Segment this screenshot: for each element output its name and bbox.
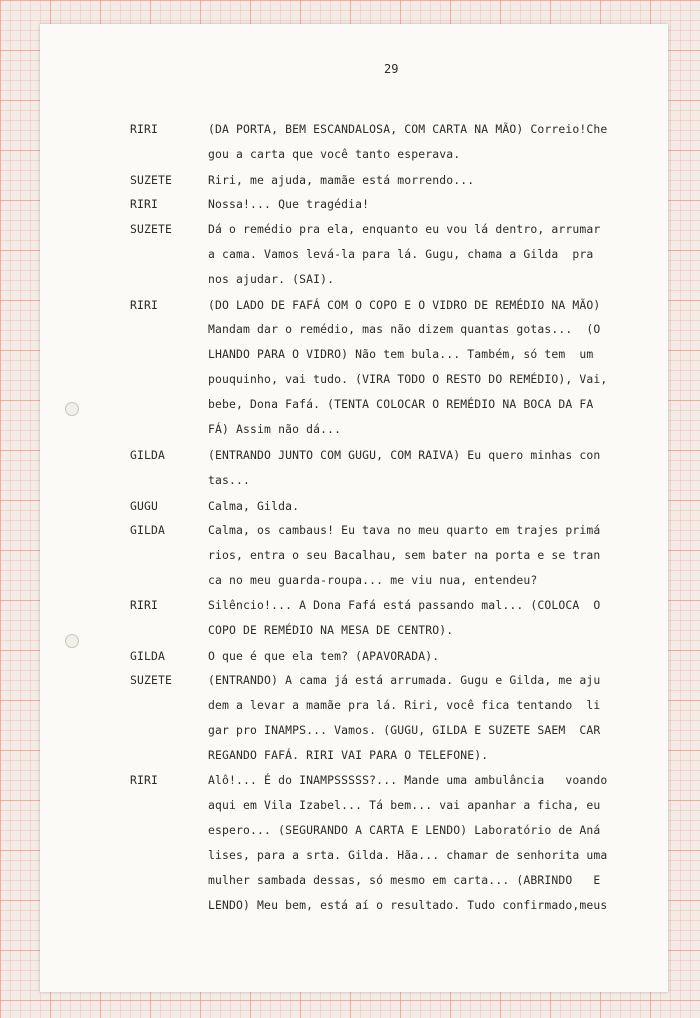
dialogue-line: Calma, Gilda. [208, 499, 300, 513]
dialogue-line: bebe, Dona Fafá. (TENTA COLOCAR O REMÉDIO NA BOCA DA FA [208, 397, 594, 411]
dialogue-line: LHANDO PARA O VIDRO) Não tem bula... Também, só tem um [208, 347, 594, 361]
dialogue-line: espero... (SEGURANDO A CARTA E LENDO) Laboratório de Aná [208, 823, 601, 837]
dialogue-line: COPO DE REMÉDIO NA MESA DE CENTRO). [208, 623, 454, 637]
dialogue-line: O que é que ela tem? (APAVORADA). [208, 649, 440, 663]
speaker-name: GILDA [130, 448, 166, 462]
speaker-name: GILDA [130, 523, 166, 537]
dialogue-line: mulher sambada dessas, só mesmo em carta... (ABRINDO E [208, 873, 601, 887]
dialogue-line: Riri, me ajuda, mamãe está morrendo... [208, 173, 475, 187]
page-number: 29 [384, 62, 399, 76]
punch-hole [65, 634, 79, 648]
speaker-name: GUGU [130, 499, 159, 513]
dialogue-line: Dá o remédio pra ela, enquanto eu vou lá dentro, arrumar [208, 222, 601, 236]
dialogue-line: FÁ) Assim não dá... [208, 422, 342, 436]
dialogue-line: nos ajudar. (SAI). [208, 272, 335, 286]
dialogue-line: LENDO) Meu bem, está aí o resultado. Tudo confirmado,meus [208, 898, 608, 912]
dialogue-line: ca no meu guarda-roupa... me viu nua, entendeu? [208, 573, 538, 587]
dialogue-line: gar pro INAMPS... Vamos. (GUGU, GILDA E SUZETE SAEM CAR [208, 723, 601, 737]
punch-hole [65, 402, 79, 416]
speaker-name: RIRI [130, 197, 159, 211]
dialogue-line: Nossa!... Que tragédia! [208, 197, 370, 211]
dialogue-line: gou a carta que você tanto esperava. [208, 147, 461, 161]
dialogue-line: (ENTRANDO) A cama já está arrumada. Gugu e Gilda, me aju [208, 673, 601, 687]
dialogue-line: rios, entra o seu Bacalhau, sem bater na porta e se tran [208, 548, 601, 562]
dialogue-line: pouquinho, vai tudo. (VIRA TODO O RESTO DO REMÉDIO), Vai, [208, 372, 608, 386]
dialogue-line: (ENTRANDO JUNTO COM GUGU, COM RAIVA) Eu quero minhas con [208, 448, 601, 462]
speaker-name: RIRI [130, 598, 159, 612]
dialogue-line: dem a levar a mamãe pra lá. Riri, você fica tentando li [208, 698, 601, 712]
dialogue-line: REGANDO FAFÁ. RIRI VAI PARA O TELEFONE). [208, 748, 489, 762]
dialogue-line: (DA PORTA, BEM ESCANDALOSA, COM CARTA NA MÃO) Correio!Che [208, 122, 608, 136]
speaker-name: RIRI [130, 773, 159, 787]
dialogue-line: Alô!... É do INAMPSSSSS?... Mande uma ambulância voando [208, 773, 608, 787]
dialogue-line: Mandam dar o remédio, mas não dizem quantas gotas... (O [208, 322, 601, 336]
script-page [40, 24, 668, 992]
dialogue-line: (DO LADO DE FAFÁ COM O COPO E O VIDRO DE REMÉDIO NA MÃO) [208, 298, 601, 312]
dialogue-line: a cama. Vamos levá-la para lá. Gugu, chama a Gilda pra [208, 247, 594, 261]
speaker-name: SUZETE [130, 173, 173, 187]
dialogue-line: aqui em Vila Izabel... Tá bem... vai apanhar a ficha, eu [208, 798, 601, 812]
dialogue-line: Silêncio!... A Dona Fafá está passando mal... (COLOCA O [208, 598, 601, 612]
speaker-name: GILDA [130, 649, 166, 663]
speaker-name: SUZETE [130, 222, 173, 236]
dialogue-line: tas... [208, 473, 251, 487]
dialogue-line: lises, para a srta. Gilda. Hãa... chamar de senhorita uma [208, 848, 608, 862]
speaker-name: RIRI [130, 298, 159, 312]
dialogue-line: Calma, os cambaus! Eu tava no meu quarto em trajes primá [208, 523, 601, 537]
speaker-name: RIRI [130, 122, 159, 136]
speaker-name: SUZETE [130, 673, 173, 687]
